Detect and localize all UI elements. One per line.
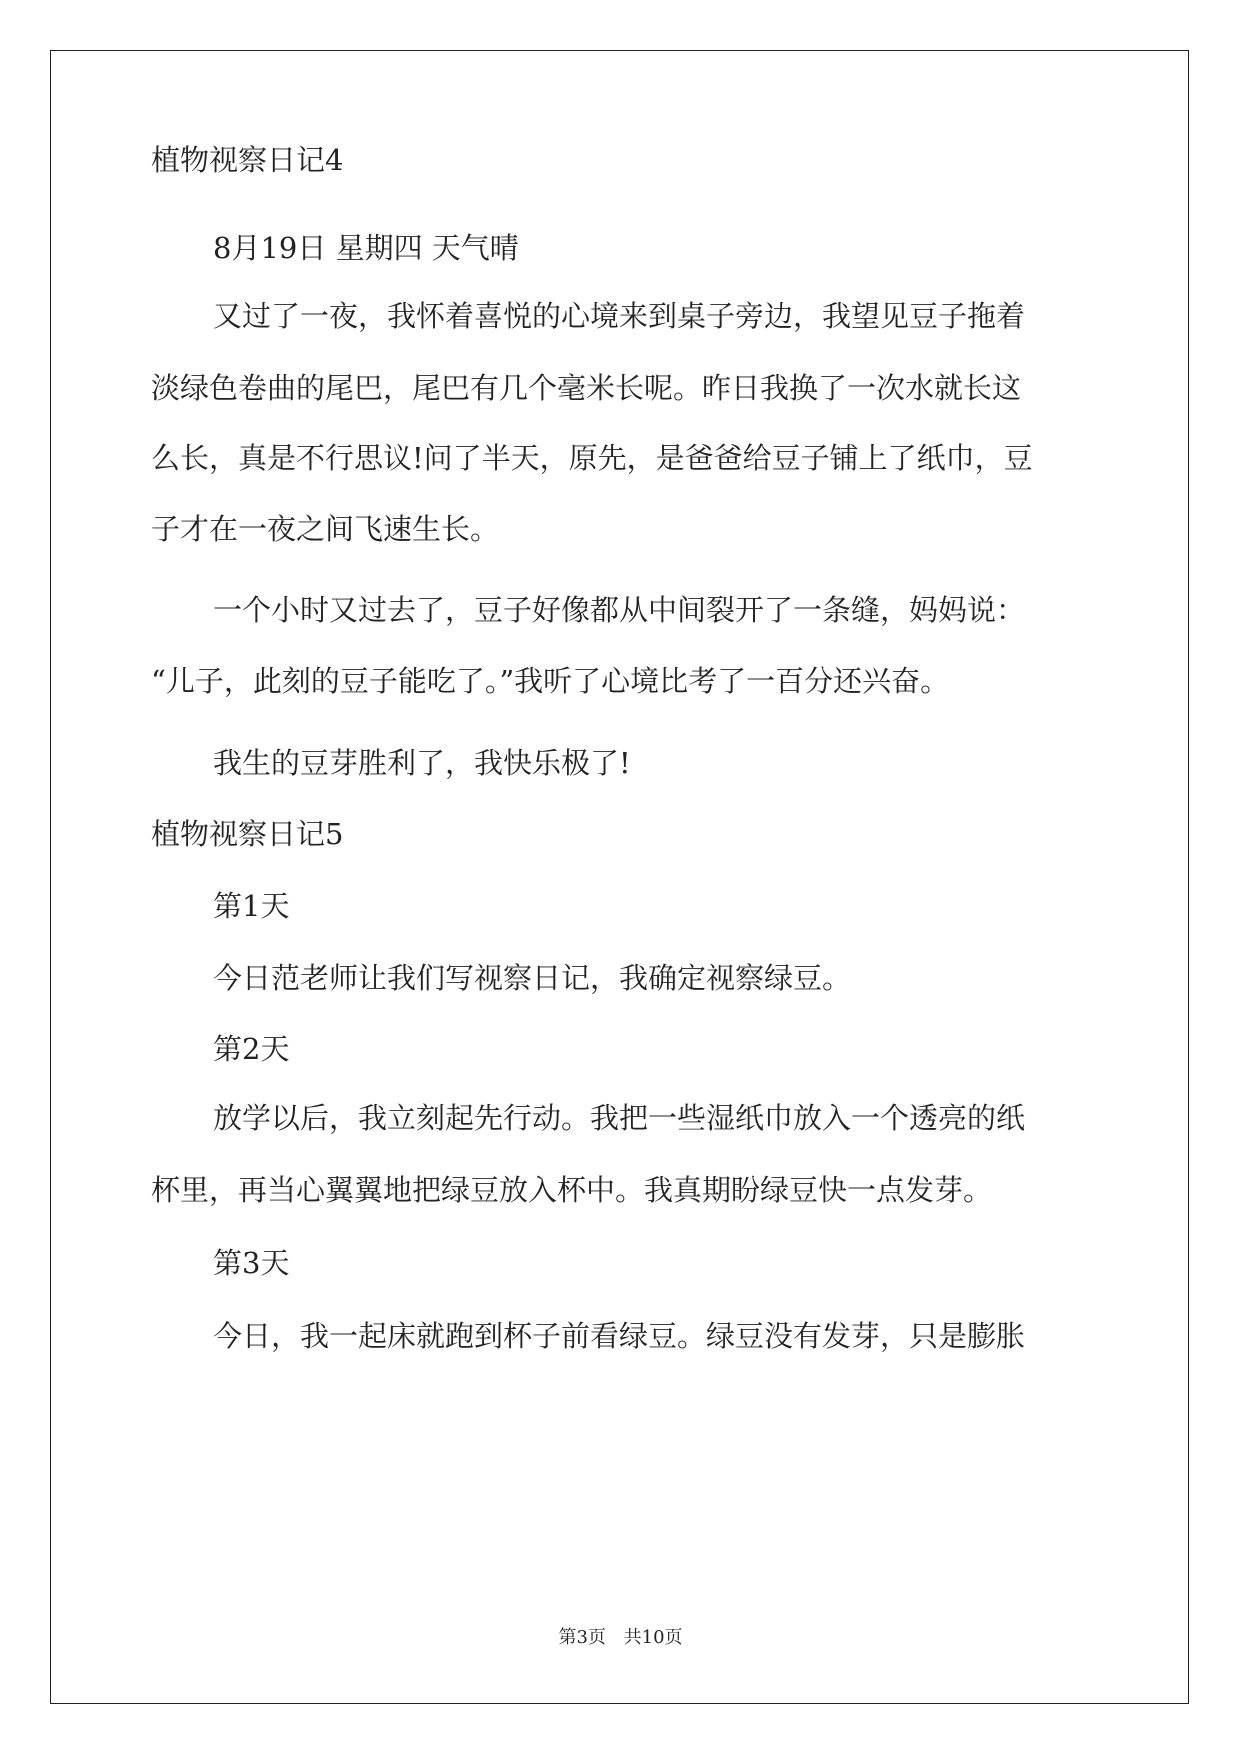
heading-diary-5: 植物视察日记5 [151, 817, 344, 851]
day-heading: 第3天 [213, 1246, 290, 1280]
paragraph-line: 淡绿色卷曲的尾巴，尾巴有几个毫米长呢。昨日我换了一次水就长这 [151, 371, 1022, 405]
paragraph-line: 今日，我一起床就跑到杯子前看绿豆。绿豆没有发芽，只是膨胀 [213, 1319, 1026, 1353]
paragraph-line: 又过了一夜，我怀着喜悦的心境来到桌子旁边，我望见豆子拖着 [213, 299, 1026, 333]
paragraph-line: 杯里，再当心翼翼地把绿豆放入杯中。我真期盼绿豆快一点发芽。 [151, 1173, 993, 1207]
day-heading: 第1天 [213, 889, 290, 923]
paragraph-line: 一个小时又过去了，豆子好像都从中间裂开了一条缝，妈妈说： [213, 593, 1026, 627]
paragraph-line: “儿子，此刻的豆子能吃了。”我听了心境比考了一百分还兴奋。 [151, 664, 950, 698]
day-heading: 第2天 [213, 1032, 290, 1066]
paragraph-line: 今日范老师让我们写视察日记，我确定视察绿豆。 [213, 961, 852, 995]
page-number: 第3页 [558, 1627, 606, 1648]
paragraph-line: 么长，真是不行思议!问了半天，原先，是爸爸给豆子铺上了纸巾，豆 [151, 441, 1033, 475]
paragraph-line: 子才在一夜之间飞速生长。 [151, 512, 500, 546]
page-total: 共10页 [623, 1627, 683, 1648]
page-footer [0, 1623, 1241, 1649]
date-line: 8月19日 星期四 天气晴 [213, 231, 519, 265]
paragraph-line: 放学以后，我立刻起先行动。我把一些湿纸巾放入一个透亮的纸 [213, 1101, 1026, 1135]
paragraph-line: 我生的豆芽胜利了，我快乐极了! [213, 746, 631, 780]
heading-diary-4: 植物视察日记4 [151, 143, 344, 177]
